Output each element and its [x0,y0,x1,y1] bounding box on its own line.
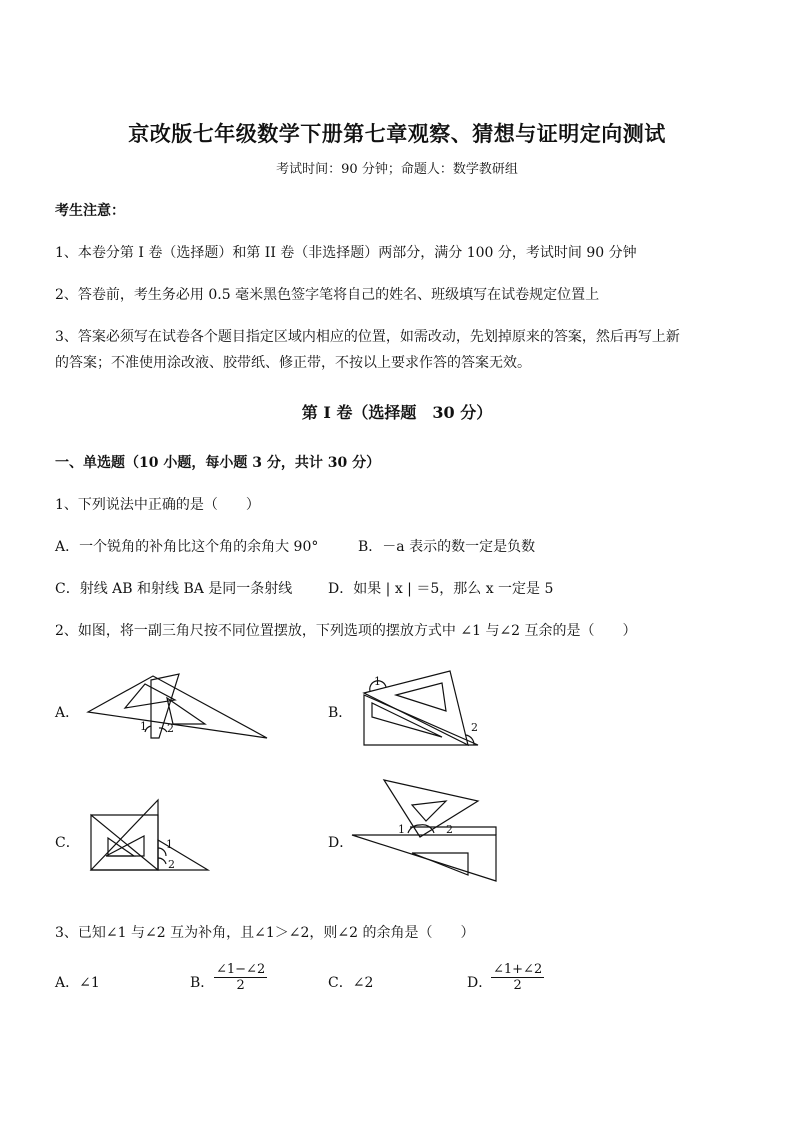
triangle-large [88,676,267,738]
fraction-denominator: 2 [513,978,522,993]
angle-label-1: 1 [398,823,405,836]
triangle-top-inner [412,801,446,821]
angle-label-1: 1 [374,675,381,688]
triangle-bottom-inner [372,703,442,737]
angle-arc-1 [158,848,166,856]
notice-item-2: 2、答卷前，考生务必用 0.5 毫米黑色签字笔将自己的姓名、班级填写在试卷规定位置上 [55,287,600,303]
part-title: 第 I 卷（选择题 30 分） [301,403,493,422]
figure-option-d [350,775,500,885]
question-3-option-b-fraction [214,962,267,993]
section-heading: 一、单选题（10 小题，每小题 3 分，共计 30 分） [55,455,381,471]
triangle-bottom-edge [410,827,496,835]
angle-arc-2 [420,825,434,833]
triangle-tall-inner [106,836,144,856]
rect-triangle-outline [91,815,158,870]
question-1-option-a: A．一个锐角的补角比这个角的余角大 90° [55,539,319,555]
question-1-option-d: D．如果 | x | ＝5，那么 x 一定是 5 [328,581,554,597]
angle-arc-1 [408,825,420,833]
question-3-option-d-fraction [491,962,544,993]
notice-heading: 考生注意： [55,203,125,219]
notice-item-3: 3、答案必须写在试卷各个题目指定区域内相应的位置，如需改动，先划掉原来的答案，然后再写上新 [55,329,680,345]
angle-arc-2 [159,728,167,732]
angle-label-2: 2 [471,721,478,734]
question-3-stem: 3、已知∠1 与∠2 互为补角，且∠1＞∠2，则∠2 的余角是（ ） [55,925,475,941]
question-2-stem: 2、如图，将一副三角尺按不同位置摆放，下列选项的摆放方式中 ∠1 与∠2 互余的是（ ） [55,623,637,639]
figure-option-b [358,665,483,750]
triangle-tall [91,800,158,870]
angle-label-1: 1 [166,838,173,851]
fraction-numerator: ∠1+∠2 [493,962,543,977]
question-1-option-b: B．－a 表示的数一定是负数 [358,539,536,555]
page-title: 京改版七年级数学下册第七章观察、猜想与证明定向测试 [128,121,666,146]
question-2-option-d-label: D． [328,835,354,851]
triangle-top-inner [396,683,446,711]
question-3-option-a: A．∠1 [55,975,100,991]
angle-label-2: 2 [167,722,174,735]
question-3-option-b-label: B． [190,975,215,991]
question-3-option-d-label: D． [467,975,493,991]
angle-arc-2 [158,858,166,864]
angle-label-2: 2 [168,858,175,871]
angle-label-1: 1 [140,720,147,733]
triangle-bottom-inner [412,853,468,875]
question-2-option-b-label: B． [328,705,353,721]
question-1-stem: 1、下列说法中正确的是（ ） [55,497,260,513]
notice-item-3-cont: 的答案；不准使用涂改液、胶带纸、修正带，不按以上要求作答的答案无效。 [55,355,531,371]
figure-option-c [88,800,213,875]
fraction-numerator: ∠1−∠2 [216,962,266,977]
triangle-small [151,674,179,738]
notice-item-1: 1、本卷分第 I 卷（选择题）和第 II 卷（非选择题）两部分，满分 100 分，考试时间 90 分钟 [55,245,637,261]
exam-info: 考试时间：90 分钟；命题人：数学教研组 [276,162,518,177]
question-2-option-c-label: C． [55,835,80,851]
fraction-denominator: 2 [236,978,245,993]
question-1-option-c: C．射线 AB 和射线 BA 是同一条射线 [55,581,293,597]
figure-option-a [85,670,275,740]
angle-label-2: 2 [446,823,453,836]
question-2-option-a-label: A． [55,705,80,721]
question-3-option-c: C．∠2 [328,975,374,991]
triangle-small-inner [167,698,205,724]
